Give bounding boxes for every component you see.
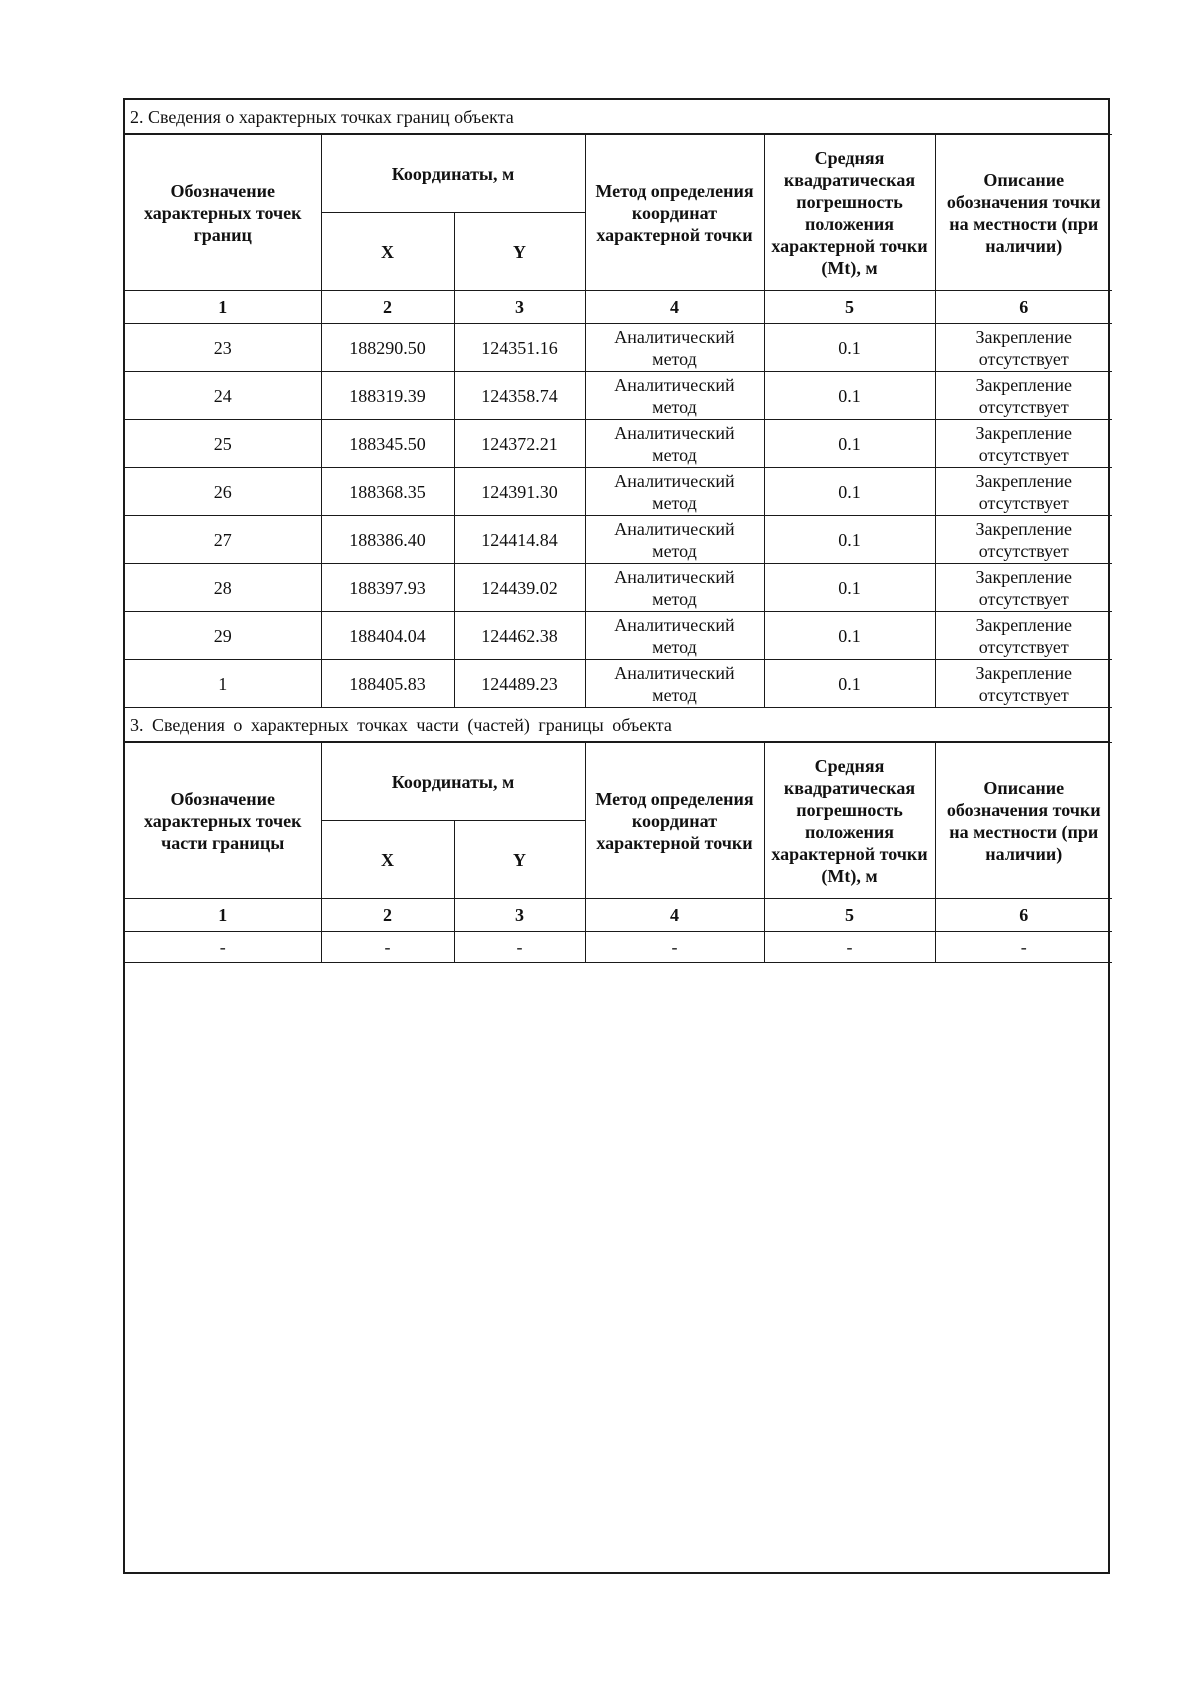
cell-desc	[935, 324, 1112, 372]
cell-desc	[935, 468, 1112, 516]
cell-desc-line: отсутствует	[978, 540, 1069, 561]
header-coords: Координаты, м	[321, 135, 585, 213]
cell-desc	[935, 516, 1112, 564]
cell-y: 124358.74	[454, 372, 585, 420]
header-x: X	[321, 821, 454, 899]
cell-desc-line: Закрепление	[975, 662, 1073, 683]
section-boundary-points	[125, 100, 1108, 708]
header-error: Средняя квадратическая погрешность положения характерной точки (Mt), м	[764, 135, 935, 291]
col-number: 1	[125, 291, 321, 324]
header-y: Y	[454, 213, 585, 291]
cell-y: -	[454, 932, 585, 963]
cell-method-line: метод	[652, 492, 697, 513]
cell-y: 124351.16	[454, 324, 585, 372]
col-number: 3	[454, 291, 585, 324]
cell-x: 188368.35	[321, 468, 454, 516]
cell-method-line: метод	[652, 444, 697, 465]
cell-error: 0.1	[764, 372, 935, 420]
table-row	[125, 420, 1112, 468]
header-desc: Описание обозначения точки на местности (при наличии)	[935, 135, 1112, 291]
cell-point: 28	[125, 564, 321, 612]
cell-method-line: Аналитический	[614, 470, 735, 491]
col-number: 2	[321, 291, 454, 324]
document-sheet	[123, 98, 1110, 1574]
cell-x: 188397.93	[321, 564, 454, 612]
cell-method	[585, 516, 764, 564]
col-number: 5	[764, 291, 935, 324]
col-number: 2	[321, 899, 454, 932]
cell-method-line: метод	[652, 588, 697, 609]
cell-desc-line: Закрепление	[975, 566, 1073, 587]
cell-x: 188405.83	[321, 660, 454, 708]
header-point: Обозначение характерных точек границ	[125, 135, 321, 291]
cell-x: 188404.04	[321, 612, 454, 660]
cell-x: 188386.40	[321, 516, 454, 564]
cell-desc	[935, 612, 1112, 660]
cell-method-line: Аналитический	[614, 566, 735, 587]
cell-method	[585, 564, 764, 612]
cell-point: 29	[125, 612, 321, 660]
cell-desc	[935, 372, 1112, 420]
cell-error: 0.1	[764, 468, 935, 516]
part-boundary-points-table	[125, 742, 1112, 963]
cell-desc-line: отсутствует	[978, 444, 1069, 465]
cell-error: 0.1	[764, 324, 935, 372]
cell-error: -	[764, 932, 935, 963]
empty-area	[125, 963, 1108, 1578]
cell-method-line: метод	[652, 348, 697, 369]
cell-desc: -	[935, 932, 1112, 963]
cell-desc-line: Закрепление	[975, 326, 1073, 347]
cell-method: -	[585, 932, 764, 963]
header-point: Обозначение характерных точек части границы	[125, 743, 321, 899]
section-title: 2. Сведения о характерных точках границ объекта	[125, 100, 1108, 134]
cell-method	[585, 420, 764, 468]
table-row	[125, 612, 1112, 660]
cell-error: 0.1	[764, 420, 935, 468]
col-number: 6	[935, 899, 1112, 932]
cell-error: 0.1	[764, 516, 935, 564]
col-number: 5	[764, 899, 935, 932]
header-row	[125, 743, 1112, 821]
cell-method-line: Аналитический	[614, 326, 735, 347]
cell-y: 124391.30	[454, 468, 585, 516]
table-row	[125, 660, 1112, 708]
cell-x: 188345.50	[321, 420, 454, 468]
cell-y: 124414.84	[454, 516, 585, 564]
cell-desc-line: Закрепление	[975, 374, 1073, 395]
cell-desc-line: Закрепление	[975, 422, 1073, 443]
cell-desc-line: отсутствует	[978, 684, 1069, 705]
table-row	[125, 324, 1112, 372]
cell-method-line: метод	[652, 540, 697, 561]
cell-y: 124372.21	[454, 420, 585, 468]
cell-point: 24	[125, 372, 321, 420]
cell-desc-line: отсутствует	[978, 636, 1069, 657]
part-boundary-points-body	[125, 932, 1112, 963]
cell-point: 25	[125, 420, 321, 468]
cell-method	[585, 372, 764, 420]
header-desc: Описание обозначения точки на местности (при наличии)	[935, 743, 1112, 899]
cell-error: 0.1	[764, 564, 935, 612]
cell-method-line: метод	[652, 684, 697, 705]
cell-desc-line: Закрепление	[975, 518, 1073, 539]
table-row	[125, 468, 1112, 516]
boundary-points-table	[125, 134, 1112, 708]
col-number: 6	[935, 291, 1112, 324]
table-row	[125, 564, 1112, 612]
cell-point: 26	[125, 468, 321, 516]
cell-desc-line: отсутствует	[978, 348, 1069, 369]
col-number: 4	[585, 899, 764, 932]
cell-method-line: Аналитический	[614, 662, 735, 683]
cell-error: 0.1	[764, 612, 935, 660]
boundary-points-body	[125, 324, 1112, 708]
cell-desc	[935, 660, 1112, 708]
cell-point: 23	[125, 324, 321, 372]
cell-desc-line: Закрепление	[975, 470, 1073, 491]
column-number-row	[125, 291, 1112, 324]
cell-desc	[935, 420, 1112, 468]
cell-method-line: Аналитический	[614, 614, 735, 635]
cell-method-line: Аналитический	[614, 374, 735, 395]
col-number: 1	[125, 899, 321, 932]
col-number: 3	[454, 899, 585, 932]
header-error: Средняя квадратическая погрешность положения характерной точки (Mt), м	[764, 743, 935, 899]
header-y: Y	[454, 821, 585, 899]
cell-x: 188290.50	[321, 324, 454, 372]
header-method: Метод определения координат характерной точки	[585, 743, 764, 899]
cell-method	[585, 660, 764, 708]
table-row	[125, 932, 1112, 963]
cell-y: 124462.38	[454, 612, 585, 660]
cell-method-line: Аналитический	[614, 422, 735, 443]
cell-y: 124489.23	[454, 660, 585, 708]
cell-desc-line: отсутствует	[978, 492, 1069, 513]
cell-desc-line: Закрепление	[975, 614, 1073, 635]
col-number: 4	[585, 291, 764, 324]
cell-desc-line: отсутствует	[978, 588, 1069, 609]
table-row	[125, 516, 1112, 564]
cell-method-line: метод	[652, 636, 697, 657]
cell-method	[585, 612, 764, 660]
header-x: X	[321, 213, 454, 291]
cell-method	[585, 324, 764, 372]
column-number-row	[125, 899, 1112, 932]
header-row	[125, 135, 1112, 213]
cell-error: 0.1	[764, 660, 935, 708]
cell-method-line: метод	[652, 396, 697, 417]
table-row	[125, 372, 1112, 420]
header-method: Метод определения координат характерной точки	[585, 135, 764, 291]
cell-y: 124439.02	[454, 564, 585, 612]
section-part-boundary-points	[125, 708, 1108, 963]
section-title: 3. Сведения о характерных точках части (частей) границы объекта	[125, 708, 1108, 742]
cell-x: 188319.39	[321, 372, 454, 420]
cell-desc	[935, 564, 1112, 612]
cell-point: 27	[125, 516, 321, 564]
cell-method	[585, 468, 764, 516]
cell-desc-line: отсутствует	[978, 396, 1069, 417]
cell-point: -	[125, 932, 321, 963]
cell-method-line: Аналитический	[614, 518, 735, 539]
cell-point: 1	[125, 660, 321, 708]
header-coords: Координаты, м	[321, 743, 585, 821]
cell-x: -	[321, 932, 454, 963]
